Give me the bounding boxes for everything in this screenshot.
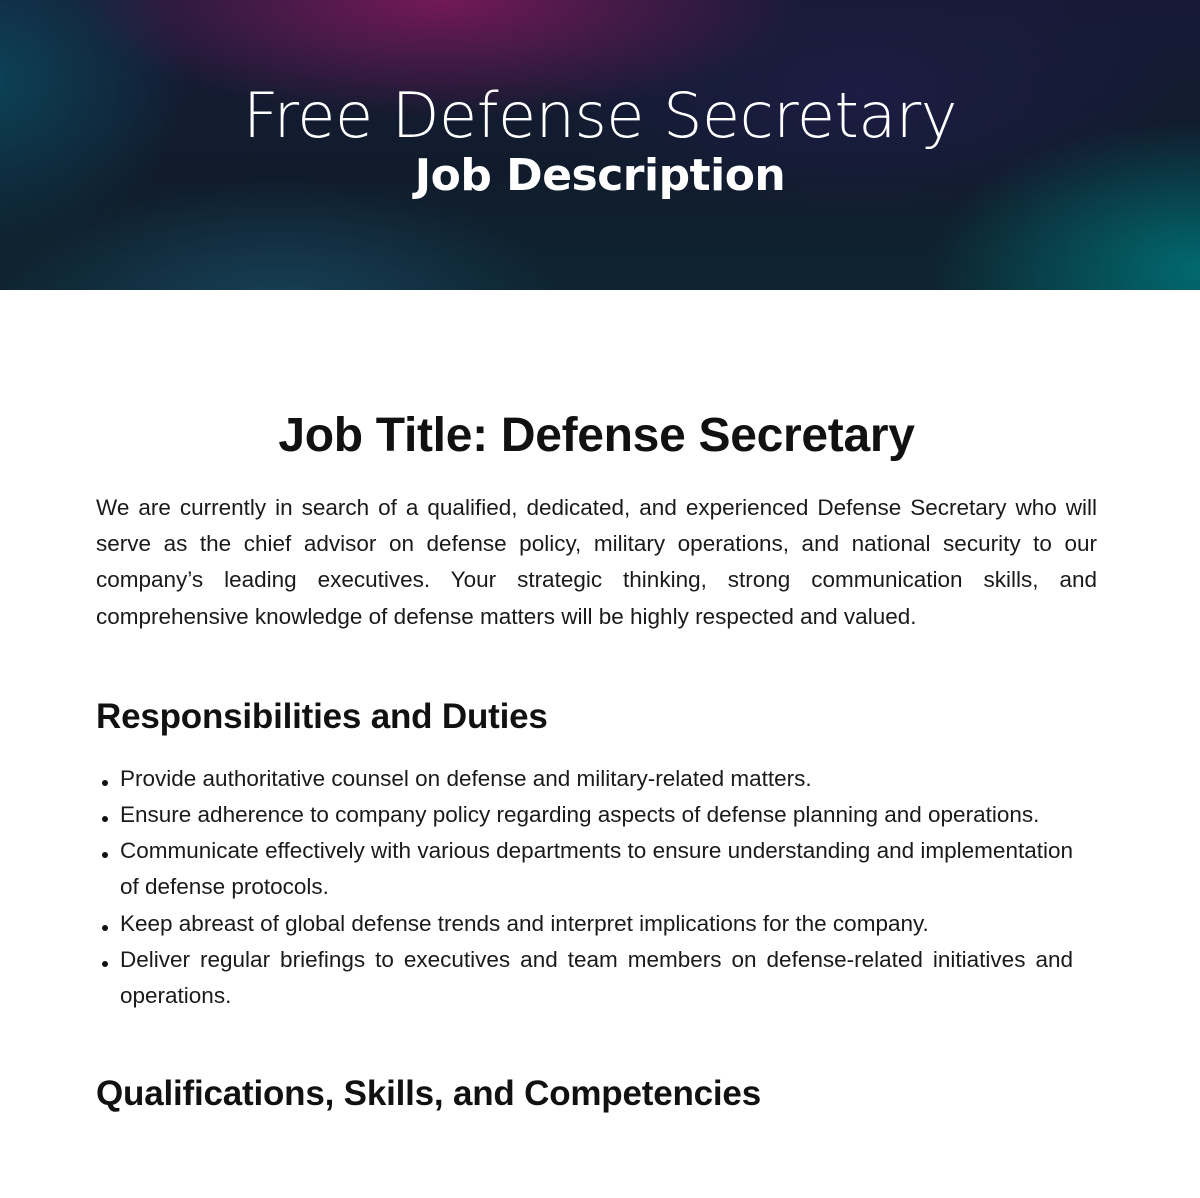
banner-title: Free Defense Secretary bbox=[243, 79, 957, 152]
banner-subtitle: Job Description bbox=[414, 150, 786, 201]
bullet-icon bbox=[102, 961, 108, 967]
list-item-text: Ensure adherence to company policy regarding aspects of defense planning and operations. bbox=[120, 802, 1040, 828]
list-item bbox=[96, 797, 1073, 833]
list-item-text: Communicate effectively with various departments to ensure understanding and implementation of defense protocols. bbox=[120, 838, 1073, 900]
bullet-icon bbox=[102, 852, 108, 858]
job-title-heading: Job Title: Defense Secretary bbox=[278, 409, 915, 462]
responsibilities-list bbox=[96, 761, 1097, 1014]
list-item-text: Keep abreast of global defense trends and interpret implications for the company. bbox=[120, 910, 929, 936]
qualifications-heading: Qualifications, Skills, and Competencies bbox=[96, 1074, 761, 1114]
list-item bbox=[96, 833, 1073, 905]
list-item-text: Deliver regular briefings to executives and team members on defense-related initiatives and operations. bbox=[120, 946, 1073, 1009]
bullet-icon bbox=[102, 816, 108, 822]
document-body bbox=[96, 400, 1097, 1118]
list-item-text: Provide authoritative counsel on defense and military-related matters. bbox=[120, 765, 812, 791]
header-banner bbox=[0, 0, 1200, 290]
bullet-icon bbox=[102, 780, 108, 786]
list-item bbox=[96, 942, 1073, 1014]
intro-paragraph: We are currently in search of a qualified, dedicated, and experienced Defense Secretary who will serve as the chief advisor on defense policy, military operations, and national security to our company’s leading executives. Your strategic thinking, strong communication skills, and comprehensive knowledge of defense matters will be highly respected and valued. bbox=[96, 495, 1097, 629]
bullet-icon bbox=[102, 925, 108, 931]
list-item bbox=[96, 906, 1073, 942]
responsibilities-heading: Responsibilities and Duties bbox=[96, 696, 548, 736]
list-item bbox=[96, 761, 1073, 797]
